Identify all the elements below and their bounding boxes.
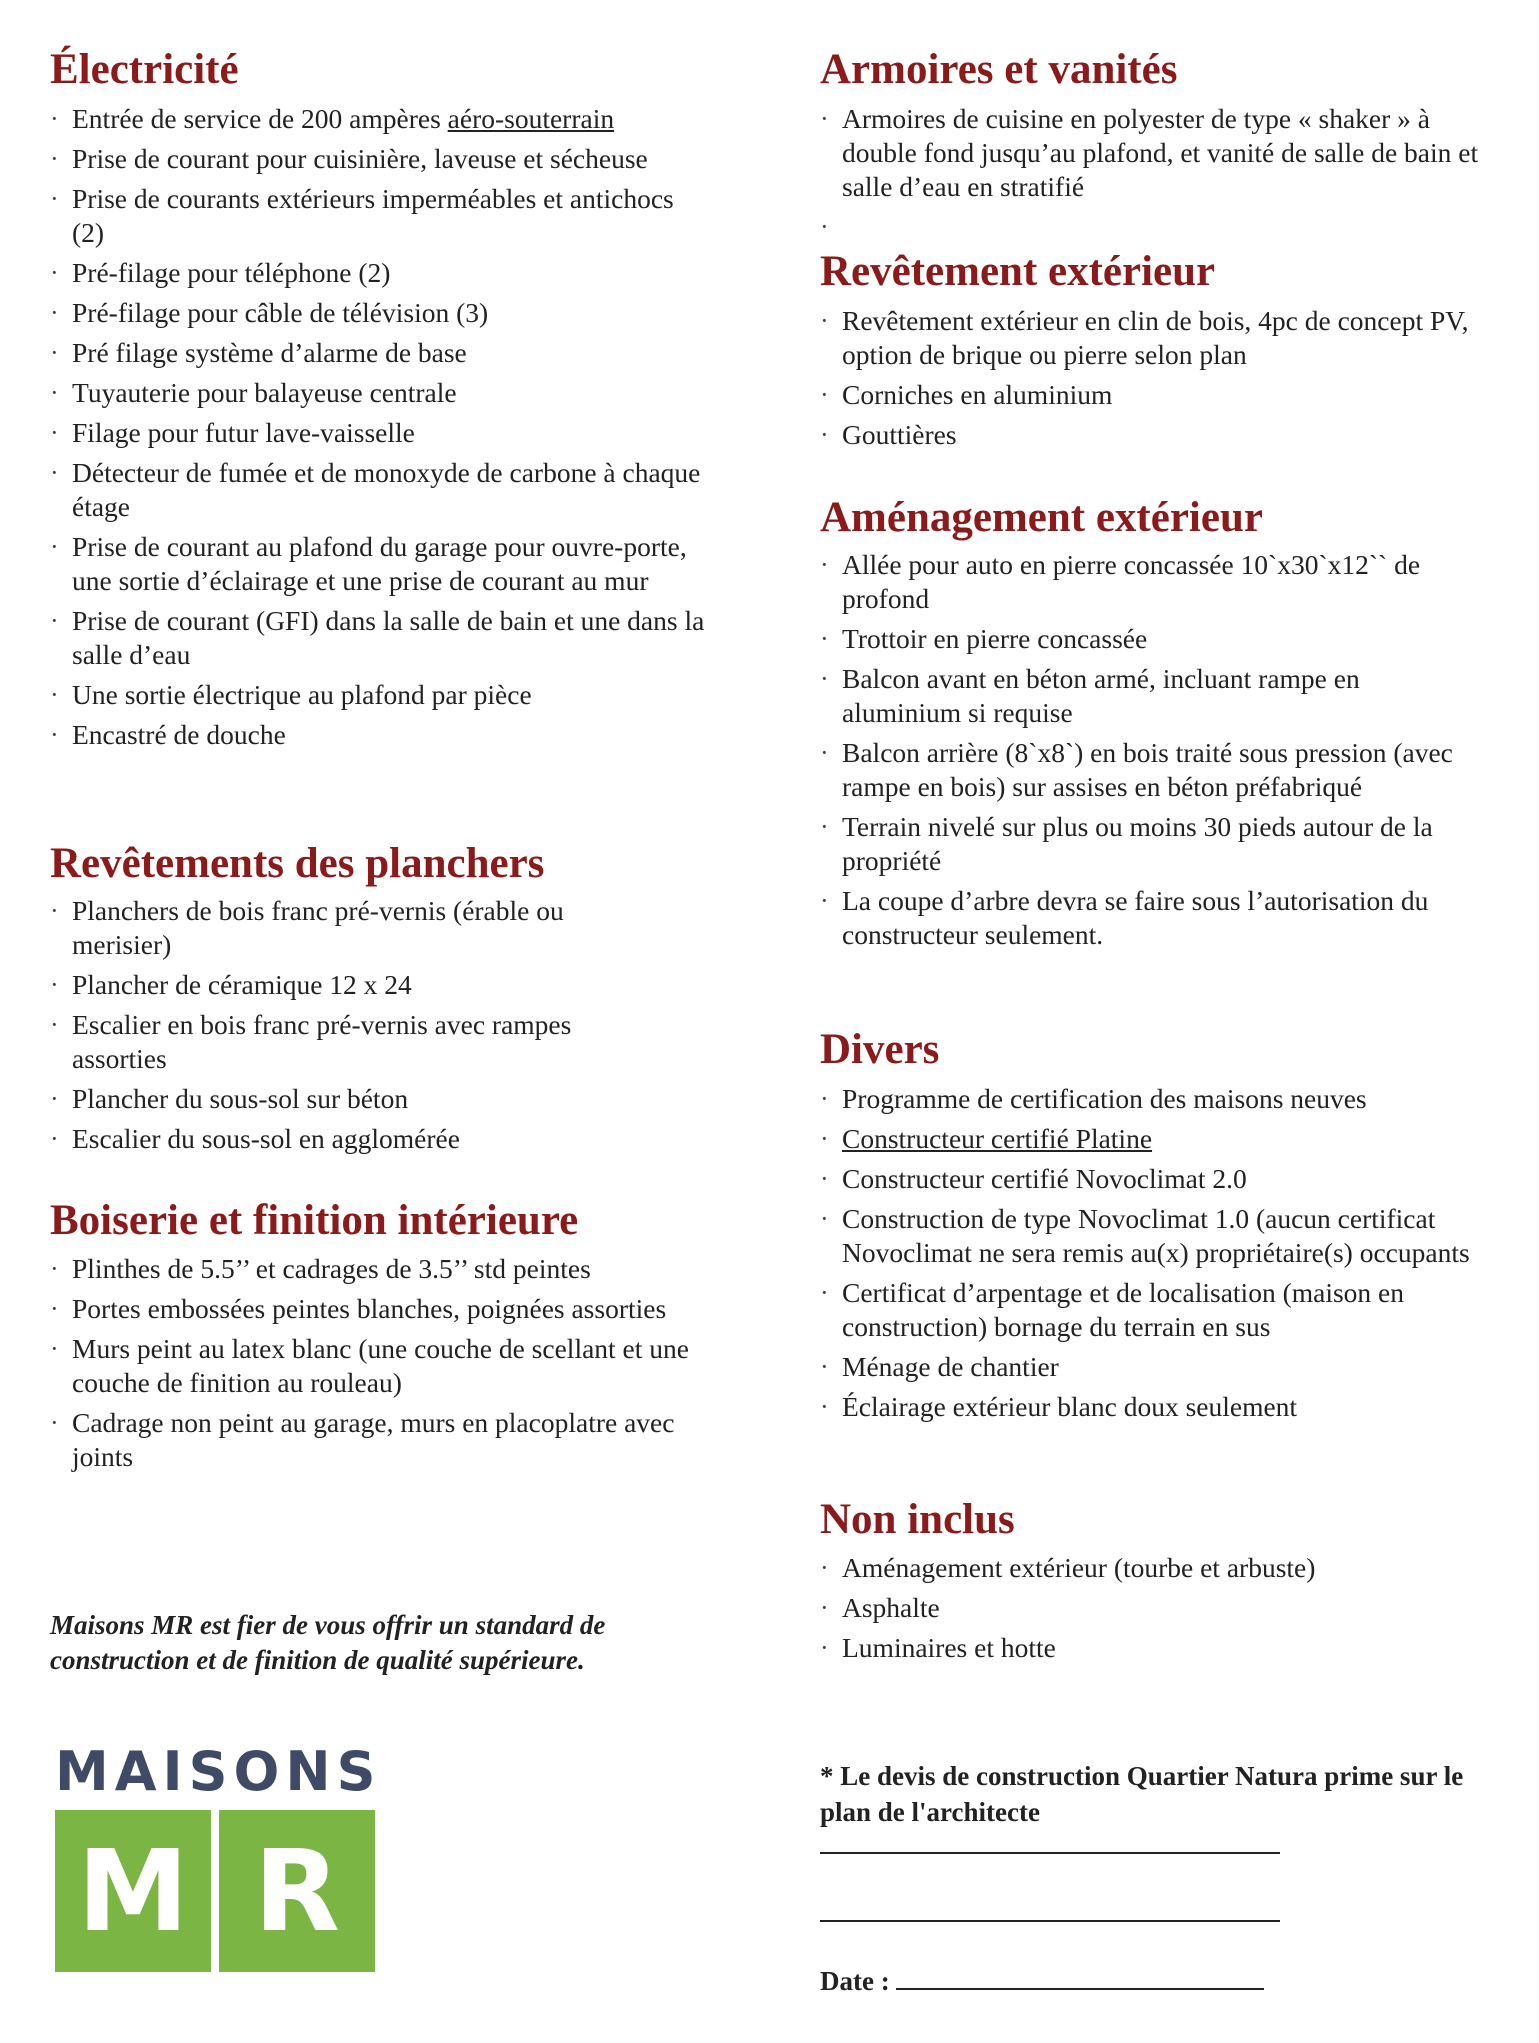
list-item: · Constructeur certifié Novoclimat 2.0 xyxy=(820,1162,1480,1196)
list-item: · Prise de courant pour cuisinière, laveuse et sécheuse xyxy=(50,142,710,176)
list-item: · Allée pour auto en pierre concassée 10`x30`x12`` de profond xyxy=(820,548,1480,616)
list-item: · Pré filage système d’alarme de base xyxy=(50,336,710,370)
list-item: · Tuyauterie pour balayeuse centrale xyxy=(50,376,710,410)
list-item: · Terrain nivelé sur plus ou moins 30 pieds autour de la propriété xyxy=(820,810,1480,878)
list-item: · Gouttières xyxy=(820,418,1480,452)
list-item: · Murs peint au latex blanc (une couche de scellant et une couche de finition au rouleau) xyxy=(50,1332,710,1400)
list-item: · Certificat d’arpentage et de localisation (maison en construction) bornage du terrain en sus xyxy=(820,1276,1480,1344)
list-item: · Escalier du sous-sol en agglomérée xyxy=(50,1122,660,1156)
list-item: · Corniches en aluminium xyxy=(820,378,1480,412)
list-amenagement xyxy=(820,548,1480,958)
list-electricite xyxy=(50,102,710,758)
list-item: · Plancher de céramique 12 x 24 xyxy=(50,968,660,1002)
list-item: · Balcon avant en béton armé, incluant rampe en aluminium si requise xyxy=(820,662,1480,730)
list-item: · Prise de courants extérieurs imperméables et antichocs (2) xyxy=(50,182,710,250)
list-item: · Revêtement extérieur en clin de bois, 4pc de concept PV, option de brique ou pierre selon plan xyxy=(820,304,1480,372)
logo-box-r: R xyxy=(219,1810,375,1972)
list-armoires xyxy=(820,102,1480,210)
list-item: · Plinthes de 5.5’’ et cadrages de 3.5’’ std peintes xyxy=(50,1252,710,1286)
heading-revetement: Revêtement extérieur xyxy=(820,248,1216,295)
list-item: · Pré-filage pour téléphone (2) xyxy=(50,256,710,290)
list-divers xyxy=(820,1082,1480,1430)
list-item: · Encastré de douche xyxy=(50,718,710,752)
list-boiserie xyxy=(50,1252,710,1480)
list-item: · Ménage de chantier xyxy=(820,1350,1480,1384)
list-non-inclus xyxy=(820,1551,1480,1671)
list-item: · Prise de courant au plafond du garage pour ouvre-porte, une sortie d’éclairage et une prise de courant au mur xyxy=(50,530,710,598)
list-item: · Constructeur certifié Platine xyxy=(820,1122,1480,1156)
heading-amenagement: Aménagement extérieur xyxy=(820,494,1263,541)
architect-note: * Le devis de construction Quartier Natura prime sur le plan de l'architecte xyxy=(820,1761,1464,1827)
list-item: · Portes embossées peintes blanches, poignées assorties xyxy=(50,1292,710,1326)
list-item: · Programme de certification des maisons neuves xyxy=(820,1082,1480,1116)
list-item: · Asphalte xyxy=(820,1591,1480,1625)
logo-box-m: M xyxy=(55,1810,211,1972)
list-item: · Plancher du sous-sol sur béton xyxy=(50,1082,660,1116)
maisons-mr-logo xyxy=(55,1740,382,1957)
list-revetement xyxy=(820,304,1480,458)
list-item: · Construction de type Novoclimat 1.0 (aucun certificat Novoclimat ne sera remis au(x) propriétaire(s) occupants xyxy=(820,1202,1480,1270)
heading-non-inclus: Non inclus xyxy=(820,1496,1015,1543)
logo-wordmark: MAISONS xyxy=(55,1740,382,1803)
list-item: · Entrée de service de 200 ampères aéro-souterrain xyxy=(50,102,710,136)
list-item: · Trottoir en pierre concassée xyxy=(820,622,1480,656)
list-planchers xyxy=(50,894,660,1162)
list-item: · Aménagement extérieur (tourbe et arbuste) xyxy=(820,1551,1480,1585)
heading-electricite: Électricité xyxy=(50,46,239,93)
tagline: Maisons MR est fier de vous offrir un standard de construction et de finition de qualité supérieure. xyxy=(50,1610,606,1675)
list-item: · Luminaires et hotte xyxy=(820,1631,1480,1665)
date-label: Date : xyxy=(820,1966,890,1996)
list-item: · Prise de courant (GFI) dans la salle de bain et une dans la salle d’eau xyxy=(50,604,710,672)
list-item: · Escalier en bois franc pré-vernis avec rampes assorties xyxy=(50,1008,660,1076)
list-item: · Balcon arrière (8`x8`) en bois traité sous pression (avec rampe en bois) sur assises en béton préfabriqué xyxy=(820,736,1480,804)
list-item: · Filage pour futur lave-vaisselle xyxy=(50,416,710,450)
list-item: · Éclairage extérieur blanc doux seulement xyxy=(820,1390,1480,1424)
heading-boiserie: Boiserie et finition intérieure xyxy=(50,1197,579,1244)
heading-divers: Divers xyxy=(820,1026,940,1073)
list-item: · Pré-filage pour câble de télévision (3) xyxy=(50,296,710,330)
heading-armoires: Armoires et vanités xyxy=(820,46,1178,93)
list-item: · Une sortie électrique au plafond par pièce xyxy=(50,678,710,712)
list-item: · Armoires de cuisine en polyester de type « shaker » à double fond jusqu’au plafond, et vanité de salle de bain et salle d’eau en stratifié xyxy=(820,102,1480,204)
signature-line-1 xyxy=(820,1852,1280,1854)
list-item: · Cadrage non peint au garage, murs en placoplatre avec joints xyxy=(50,1406,710,1474)
heading-planchers: Revêtements des planchers xyxy=(50,840,545,887)
date-line xyxy=(896,1962,1264,1990)
list-item: · Détecteur de fumée et de monoxyde de carbone à chaque étage xyxy=(50,456,710,524)
signature-line-2 xyxy=(820,1920,1280,1922)
date-field xyxy=(820,1962,1264,1997)
list-item: · Planchers de bois franc pré-vernis (érable ou merisier) xyxy=(50,894,660,962)
list-item: · La coupe d’arbre devra se faire sous l’autorisation du constructeur seulement. xyxy=(820,884,1480,952)
